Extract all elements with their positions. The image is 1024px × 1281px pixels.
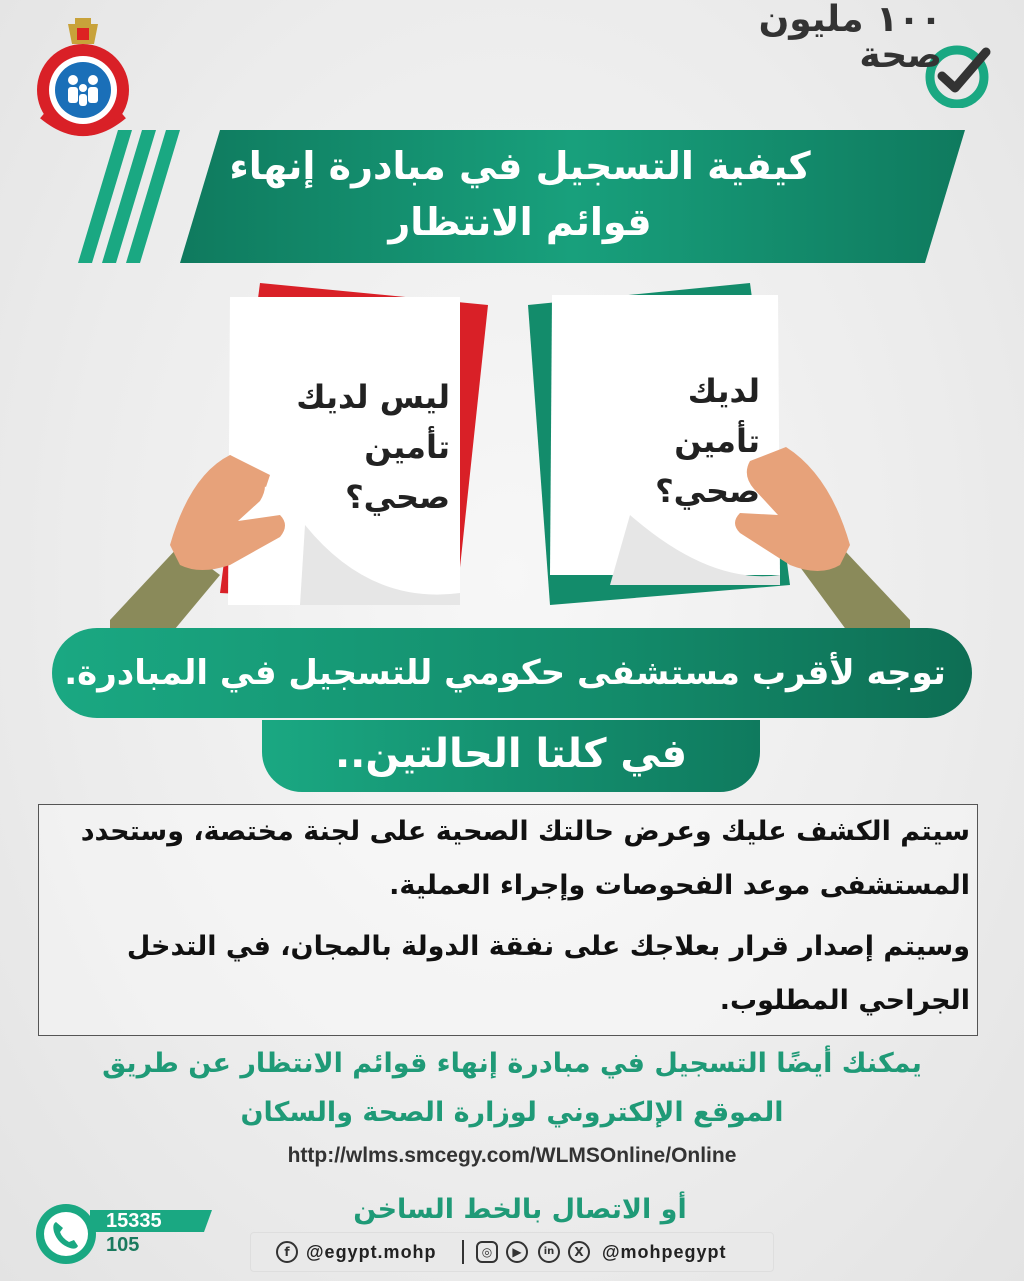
right-hand-icon bbox=[735, 447, 910, 635]
hotline-text: أو الاتصال بالخط الساخن bbox=[353, 1194, 687, 1225]
online-text-line-2: الموقع الإلكتروني لوزارة الصحة والسكان bbox=[240, 1097, 784, 1128]
online-text-line-1: يمكنك أيضًا التسجيل في مبادرة إنهاء قوائم الانتظار عن طريق bbox=[102, 1048, 922, 1079]
papers-illustration bbox=[110, 275, 910, 635]
left-paper-text bbox=[255, 372, 450, 522]
facebook-icon[interactable]: f bbox=[276, 1241, 298, 1263]
eagle-emblem-icon bbox=[68, 18, 98, 44]
info-paragraph-1: سيتم الكشف عليك وعرض حالتك الصحية على لجنة مختصة، وستحدد المستشفى موعد الفحوصات وإجراء العملية. bbox=[80, 816, 970, 901]
social-handle[interactable]: @mohpegypt bbox=[602, 1242, 727, 1262]
instagram-icon[interactable]: ◎ bbox=[476, 1241, 498, 1263]
ministry-logo bbox=[28, 18, 138, 138]
linkedin-icon[interactable]: in bbox=[538, 1241, 560, 1263]
facebook-handle[interactable]: @egypt.mohp bbox=[306, 1242, 437, 1262]
info-paragraph-2: وسيتم إصدار قرار بعلاجك على نفقة الدولة بالمجان، في التدخل الجراحي المطلوب. bbox=[126, 931, 970, 1016]
page-title bbox=[180, 138, 860, 250]
title-line-1: كيفية التسجيل في مبادرة إنهاء bbox=[229, 144, 811, 188]
right-paper-line-1: لديك bbox=[687, 372, 760, 410]
left-paper-line-2: تأمين صحي؟ bbox=[345, 428, 450, 516]
hotline-number[interactable]: 15335 bbox=[106, 1210, 162, 1232]
main-banner-text: توجه لأقرب مستشفى حكومي للتسجيل في المبادرة. bbox=[64, 653, 946, 693]
right-paper-line-2: تأمين صحي؟ bbox=[655, 422, 760, 510]
title-line-2: قوائم الانتظار bbox=[388, 200, 652, 244]
right-paper-text bbox=[565, 366, 760, 516]
campaign-subtitle: صحة bbox=[859, 35, 942, 76]
registration-url[interactable]: http://wlms.smcegy.com/WLMSOnline/Online bbox=[287, 1144, 737, 1167]
x-icon[interactable]: X bbox=[568, 1241, 590, 1263]
sub-banner-text: في كلتا الحالتين.. bbox=[334, 731, 688, 777]
social-separator bbox=[462, 1240, 464, 1264]
youtube-icon[interactable]: ▶ bbox=[506, 1241, 528, 1263]
campaign-title: ١٠٠ مليون bbox=[758, 0, 942, 40]
hotline-number-short[interactable]: 105 bbox=[106, 1234, 140, 1256]
left-paper-line-1: ليس لديك bbox=[296, 378, 450, 416]
